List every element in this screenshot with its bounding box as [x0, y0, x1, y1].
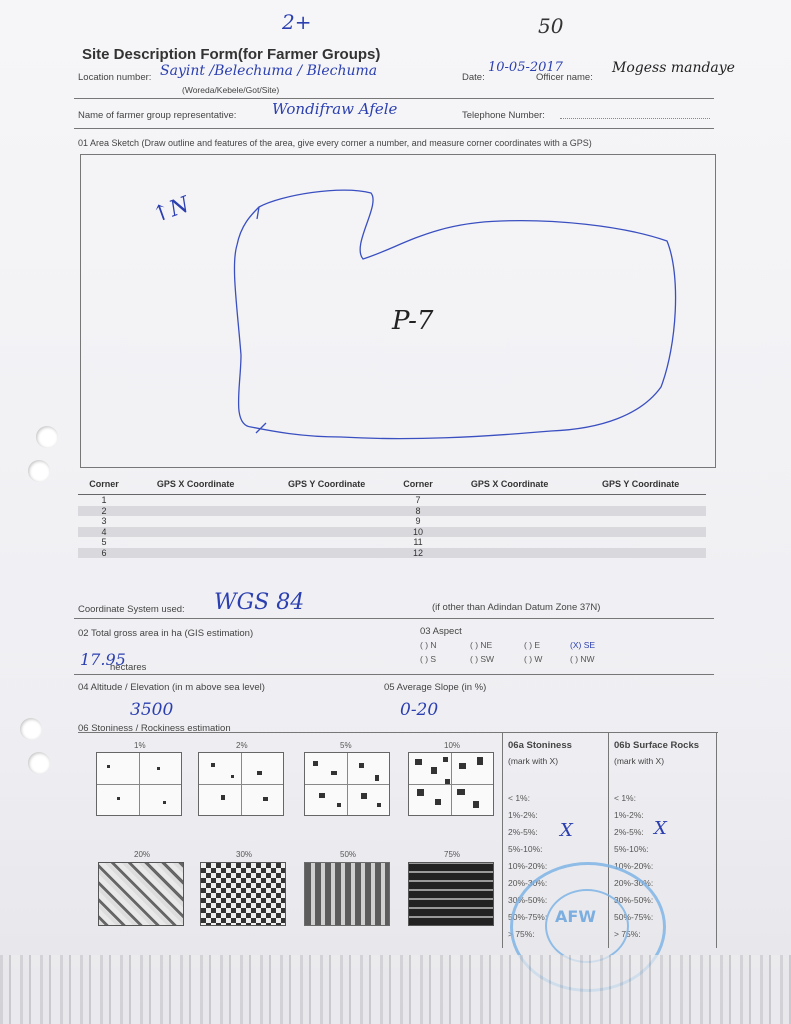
col-header: GPS X Coordinate [444, 474, 575, 495]
section-divider [74, 618, 714, 619]
area-label: 02 Total gross area in ha (GIS estimation) [78, 628, 254, 639]
slope-value: 0-20 [400, 700, 439, 720]
rocks-option: 5%-10%: [614, 844, 649, 854]
stoniness-sample-10pct [408, 752, 494, 816]
punch-hole [20, 718, 42, 740]
corner-number: 12 [392, 548, 444, 559]
altitude-label: 04 Altitude / Elevation (in m above sea level) [78, 682, 265, 693]
coords-value: WGS 84 [214, 590, 305, 615]
corner-number: 9 [415, 516, 421, 526]
stoniness-option: 20%-30%: [508, 878, 548, 888]
coords-note: (if other than Adindan Datum Zone 37N) [432, 602, 601, 613]
stoniness-sample-30pct [200, 862, 286, 926]
stoniness-sample-50pct [304, 862, 390, 926]
aspect-label: 03 Aspect [420, 626, 462, 637]
date-label: Date: [462, 72, 485, 83]
location-label: Location number: [78, 72, 152, 83]
corner-number: 10 [392, 527, 444, 538]
stoniness-col-b-title: 06b Surface Rocks [614, 740, 700, 751]
stoniness-option: 50%-75%: [508, 912, 548, 922]
gps-coordinates-table [78, 474, 706, 558]
stoniness-column-end [716, 732, 717, 948]
section-divider [74, 674, 714, 675]
corner-number: 8 [392, 506, 444, 517]
altitude-value: 3500 [130, 700, 174, 720]
aspect-option: ( ) N [420, 640, 437, 650]
phone-label: Telephone Number: [462, 110, 545, 121]
punch-hole [28, 752, 50, 774]
stoniness-mark: X [560, 820, 573, 841]
percent-label: 1% [134, 741, 146, 750]
corner-number: 4 [78, 527, 130, 538]
percent-label: 75% [444, 850, 461, 859]
stoniness-option: 5%-10%: [508, 844, 543, 854]
col-header: GPS Y Coordinate [575, 474, 706, 495]
aspect-option: ( ) S [420, 654, 437, 664]
page-note: 2+ [282, 10, 312, 34]
rocks-option: 50%-75%: [614, 912, 654, 922]
corner-number: 2 [78, 506, 130, 517]
stoniness-option: 30%-50%: [508, 895, 548, 905]
corner-note: 50 [538, 14, 564, 38]
area-value: 17.95 [80, 650, 126, 669]
corner-number: 7 [415, 495, 421, 505]
officer-value: Mogess mandaye [612, 60, 735, 76]
stoniness-sample-1pct [96, 752, 182, 816]
stoniness-column-a [502, 732, 503, 948]
percent-label: 5% [340, 741, 352, 750]
rocks-option: > 75%: [614, 929, 641, 939]
stoniness-option: 2%-5%: [508, 827, 538, 837]
table-row [78, 495, 706, 506]
col-header: Corner [78, 474, 130, 495]
rocks-option: 1%-2%: [614, 810, 644, 820]
location-sub: (Woreda/Kebele/Got/Site) [182, 85, 280, 95]
stoniness-option: < 1%: [508, 793, 530, 803]
sketch-heading: 01 Area Sketch (Draw outline and features of the area, give every corner a number, and measure corner coordinates with a GPS) [78, 138, 592, 148]
corner-number: 6 [78, 548, 130, 559]
table-row [78, 516, 706, 527]
table-row [78, 527, 706, 538]
punch-hole [28, 460, 50, 482]
plot-label: P-7 [392, 306, 434, 336]
stoniness-sample-20pct [98, 862, 184, 926]
col-header: GPS Y Coordinate [261, 474, 392, 495]
section-divider [74, 128, 714, 129]
form-title: Site Description Form(for Farmer Groups) [82, 46, 381, 63]
stamp-text: AFW [555, 907, 596, 926]
rocks-option: 10%-20%: [614, 861, 654, 871]
coords-label: Coordinate System used: [78, 604, 185, 615]
aspect-option-selected: (X) SE [570, 640, 596, 650]
stoniness-option: > 75%: [508, 929, 535, 939]
percent-label: 10% [444, 741, 461, 750]
aspect-option: ( ) NW [570, 654, 595, 664]
slope-label: 05 Average Slope (in %) [384, 682, 487, 693]
table-row [78, 506, 706, 517]
stoniness-col-a-title: 06a Stoniness [508, 740, 572, 751]
aspect-option: ( ) W [524, 654, 543, 664]
rocks-option: < 1%: [614, 793, 636, 803]
phone-line [560, 118, 710, 119]
rep-value: Wondifraw Afele [272, 100, 398, 118]
aspect-option: ( ) E [524, 640, 541, 650]
punch-hole [36, 426, 58, 448]
location-value: Sayint /Belechuma / Blechuma [160, 63, 378, 79]
percent-label: 50% [340, 850, 357, 859]
percent-label: 2% [236, 741, 248, 750]
scan-artifacts [0, 955, 791, 1024]
percent-label: 20% [134, 850, 151, 859]
corner-number: 11 [413, 537, 423, 547]
area-unit: hectares [110, 662, 147, 673]
stoniness-sample-2pct [198, 752, 284, 816]
stoniness-option: 1%-2%: [508, 810, 538, 820]
stoniness-option: 10%-20%: [508, 861, 548, 871]
table-row [78, 537, 706, 548]
rocks-option: 20%-30%: [614, 878, 654, 888]
rep-label: Name of farmer group representative: [78, 110, 237, 121]
officer-label: Officer name: [536, 72, 593, 83]
corner-number: 3 [101, 516, 107, 526]
aspect-option: ( ) NE [470, 640, 493, 650]
rocks-option: 30%-50%: [614, 895, 654, 905]
header-divider [74, 98, 714, 99]
corner-number: 1 [101, 495, 107, 505]
rocks-mark: X [654, 818, 667, 839]
stoniness-col-a-sub: (mark with X) [508, 756, 559, 766]
date-value: 10-05-2017 [488, 60, 563, 75]
corner-number: 5 [101, 537, 107, 547]
col-header: Corner [392, 474, 444, 495]
table-row [78, 548, 706, 559]
stoniness-heading: 06 Stoniness / Rockiness estimation [78, 723, 231, 734]
col-header: GPS X Coordinate [130, 474, 261, 495]
stoniness-sample-75pct [408, 862, 494, 926]
rocks-option: 2%-5%: [614, 827, 644, 837]
stoniness-col-b-sub: (mark with X) [614, 756, 665, 766]
stoniness-sample-5pct [304, 752, 390, 816]
aspect-option: ( ) SW [470, 654, 495, 664]
percent-label: 30% [236, 850, 253, 859]
north-arrow: ↑N [148, 192, 193, 229]
